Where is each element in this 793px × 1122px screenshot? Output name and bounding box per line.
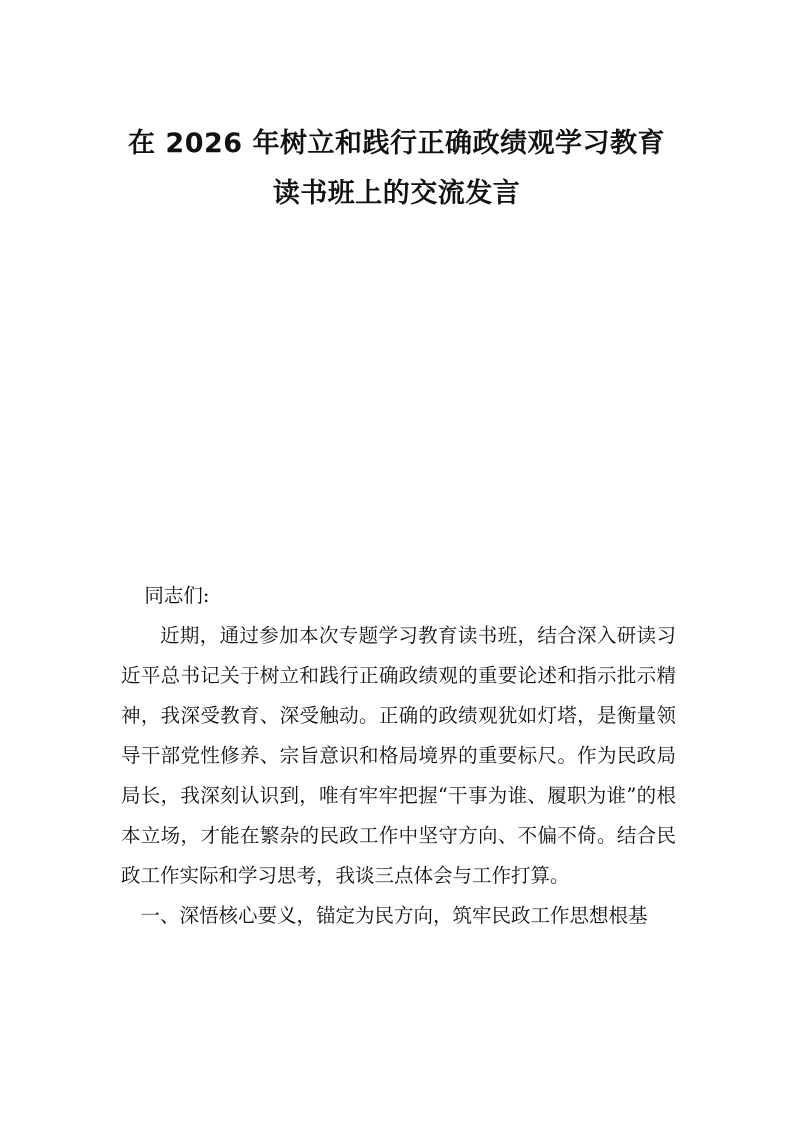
document-title-line-1: 在 2026 年树立和践行正确政绩观学习教育 bbox=[128, 128, 665, 159]
document-title-line-2: 读书班上的交流发言 bbox=[272, 178, 521, 209]
section-heading-1: 一、深悟核心要义，锚定为民方向，筑牢民政工作思想根基 bbox=[140, 904, 648, 927]
document-body bbox=[121, 576, 676, 936]
greeting: 同志们: bbox=[144, 584, 210, 607]
paragraph-intro: 近期，通过参加本次专题学习教育读书班，结合深入研读习近平总书记关于树立和践行正确政绩观的重要论述和指示批示精神，我深受教育、深受触动。正确的政绩观犹如灯塔，是衡量领导干部党性修养、宗旨意识和格局境界的重要标尺。作为民政局局长，我深刻认识到，唯有牢牢把握“干事为谁、履职为谁”的根本立场，才能在繁杂的民政工作中坚守方向、不偏不倚。结合民政工作实际和学习思考，我谈三点体会与工作打算。 bbox=[121, 624, 676, 887]
